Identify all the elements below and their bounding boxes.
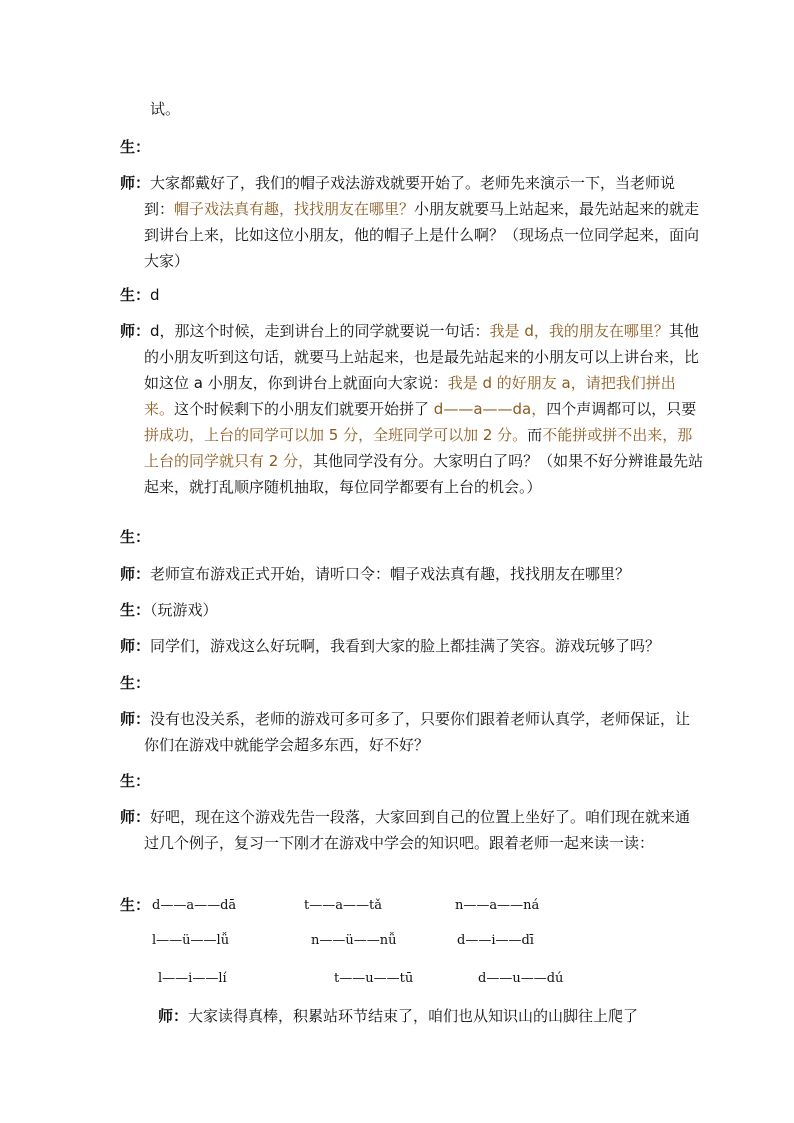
teacher-paragraph: [120, 706, 704, 758]
pinyin-item: t——a——tǎ: [304, 898, 382, 913]
paragraph-text: 没有也没关系，老师的游戏可多可多了，只要你们跟着老师认真学，老师保证，让你们在游戏中就能学会超多东西，好不好？: [144, 710, 691, 754]
continuation-text: 试。: [150, 100, 181, 118]
highlight-text: 我是 d 的好朋友 a，请把我们拼出来。: [144, 374, 676, 418]
teacher-paragraph: [120, 170, 704, 274]
speaker-student: 生：: [120, 286, 151, 304]
teacher-paragraph: [120, 804, 704, 856]
student-answer: （玩游戏）: [150, 601, 218, 619]
student-line: [120, 670, 680, 696]
paragraph-text: 四个声调都可以，只要: [546, 400, 697, 418]
student-line: [120, 134, 680, 160]
speaker-student: 生：: [120, 138, 151, 156]
speaker-student: 生：: [120, 674, 151, 692]
speaker-teacher: 师：: [120, 710, 151, 728]
speaker-teacher: 师：: [120, 322, 151, 340]
highlight-text: 不能拼或拼不出来，那上台的同学就只有 2 分，: [144, 426, 693, 470]
teacher-paragraph: [120, 561, 704, 587]
speaker-student: 生：: [120, 528, 151, 546]
paragraph-text: 而: [527, 426, 543, 444]
pinyin-item: n——a——ná: [455, 898, 540, 913]
paragraph-text: 同学们，游戏这么好玩啊，我看到大家的脸上都挂满了笑容。游戏玩够了吗？: [150, 637, 661, 655]
student-line: [120, 524, 680, 550]
speaker-teacher: 师：: [158, 1007, 189, 1025]
pinyin-item: d——a——dā: [152, 898, 237, 913]
pinyin-item: d——i——dī: [457, 933, 534, 948]
paragraph-text: 其他的小朋友听到这句话，就要马上站起来，也是最先站起来的小朋友可以上讲台来，比如这位 a 小朋友，你到讲台上就面向大家说：: [144, 322, 700, 392]
speaker-teacher: 师：: [120, 808, 151, 826]
pinyin-item: l——i——lí: [158, 971, 227, 986]
student-answer: d: [150, 286, 160, 304]
teacher-paragraph: [120, 633, 704, 659]
student-line: [120, 282, 680, 308]
speaker-teacher: 师：: [120, 174, 151, 192]
paragraph-text: d，那这个时候，走到讲台上的同学就要说一句话：: [150, 322, 490, 340]
speaker-student: 生：: [120, 601, 151, 619]
paragraph-text: 大家都戴好了，我们的帽子戏法游戏就要开始了。老师先来演示一下，当老师说到：: [144, 174, 676, 218]
speaker-student: 生：: [120, 896, 151, 914]
paragraph-text: 这个时候剩下的小朋友们就要开始拼了: [174, 400, 434, 418]
teacher-paragraph: [158, 1003, 698, 1029]
highlight-text: 我是 d，我的朋友在哪里？: [489, 322, 669, 340]
paragraph-text: 小朋友就要马上站起来，最先站起来的就走到讲台上来，比如这位小朋友，他的帽子上是什么啊？（现场点一位同学起来，面向大家）: [144, 200, 700, 270]
speaker-student: 生：: [120, 772, 151, 790]
paragraph-continuation: [150, 96, 650, 122]
highlight-text: 帽子戏法真有趣，找找朋友在哪里？: [174, 200, 415, 218]
pinyin-item: t——u——tū: [334, 971, 414, 986]
highlight-text: d——a——da，: [433, 400, 547, 418]
paragraph-text: 其他同学没有分。大家明白了吗？（如果不好分辨谁最先站起来，就打乱顺序随机抽取，每位同学都要有上台的机会。）: [144, 452, 704, 496]
teacher-paragraph: [120, 318, 704, 500]
pinyin-item: d——u——dú: [478, 971, 564, 986]
pinyin-item: l——ü——lǚ: [152, 933, 230, 948]
student-line: [120, 768, 680, 794]
speaker-teacher: 师：: [120, 637, 151, 655]
paragraph-text: 老师宣布游戏正式开始，请听口令：帽子戏法真有趣，找找朋友在哪里？: [150, 565, 631, 583]
pinyin-item: n——ü——nǚ: [311, 933, 397, 948]
student-line: [120, 597, 680, 623]
paragraph-text: 好吧，现在这个游戏先告一段落，大家回到自己的位置上坐好了。咱们现在就来通过几个例子，复习一下刚才在游戏中学会的知识吧。跟着老师一起来读一读：: [144, 808, 691, 852]
paragraph-text: 大家读得真棒，积累站环节结束了，咱们也从知识山的山脚往上爬了: [188, 1007, 639, 1025]
speaker-teacher: 师：: [120, 565, 151, 583]
highlight-text: 拼成功，上台的同学可以加 5 分，全班同学可以加 2 分。: [144, 426, 528, 444]
